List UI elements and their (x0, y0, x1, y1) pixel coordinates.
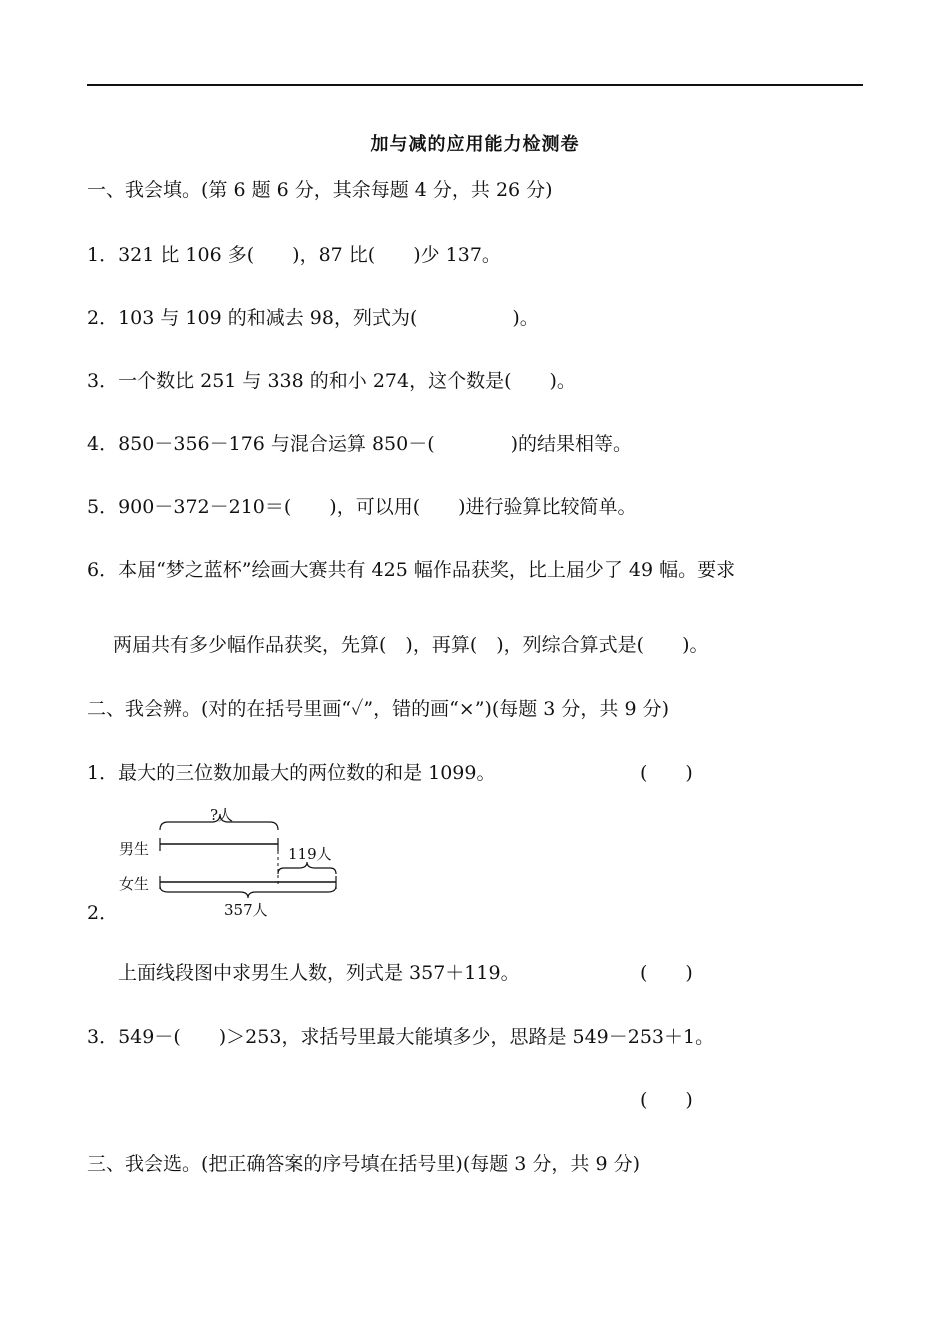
page-title: 加与减的应用能力检测卷 (370, 134, 580, 155)
section1-question-6-line1: 6．本届“梦之蓝杯”绘画大赛共有 425 幅作品获奖，比上届少了 49 幅。要求 (87, 559, 736, 581)
section2-question-2: 上面线段图中求男生人数，列式是 357＋119。 (118, 962, 520, 984)
section1-question-2: 2．103 与 109 的和减去 98，列式为( )。 (87, 307, 539, 329)
total-label: 357人 (224, 901, 268, 919)
section1-heading: 一、我会填。(第 6 题 6 分，其余每题 4 分，共 26 分) (87, 179, 553, 201)
section1-question-5: 5．900－372－210＝( )，可以用( )进行验算比较简单。 (87, 496, 637, 518)
difference-brace (278, 862, 336, 874)
section1-question-3: 3．一个数比 251 与 338 的和小 274，这个数是( )。 (87, 370, 576, 392)
answer-blank-1: ( ) (640, 762, 693, 784)
section2-question-1: 1．最大的三位数加最大的两位数的和是 1099。 (87, 762, 496, 784)
total-brace (160, 886, 336, 898)
segment-diagram (112, 804, 352, 920)
top-rule (87, 84, 863, 86)
section3-heading: 三、我会选。(把正确答案的序号填在括号里)(每题 3 分，共 9 分) (87, 1153, 640, 1175)
difference-label: 119人 (288, 845, 332, 863)
question-label: ?人 (210, 806, 234, 824)
section1-question-4: 4．850－356－176 与混合运算 850－( )的结果相等。 (87, 433, 633, 455)
section1-question-1: 1．321 比 106 多( )，87 比( )少 137。 (87, 244, 501, 266)
answer-blank-2: ( ) (640, 962, 693, 984)
section2-heading: 二、我会辨。(对的在括号里画“✓”，错的画“×”)(每题 3 分，共 9 分) (87, 698, 670, 720)
girls-label: 女生 (119, 875, 150, 893)
boys-label: 男生 (119, 840, 150, 858)
answer-blank-3: ( ) (640, 1089, 693, 1111)
section2-question-3: 3．549－( )＞253，求括号里最大能填多少，思路是 549－253＋1。 (87, 1026, 715, 1048)
section2-question-2-number: 2． (87, 902, 119, 924)
section1-question-6-line2: 两届共有多少幅作品获奖，先算( )，再算( )，列综合算式是( )。 (113, 634, 709, 656)
